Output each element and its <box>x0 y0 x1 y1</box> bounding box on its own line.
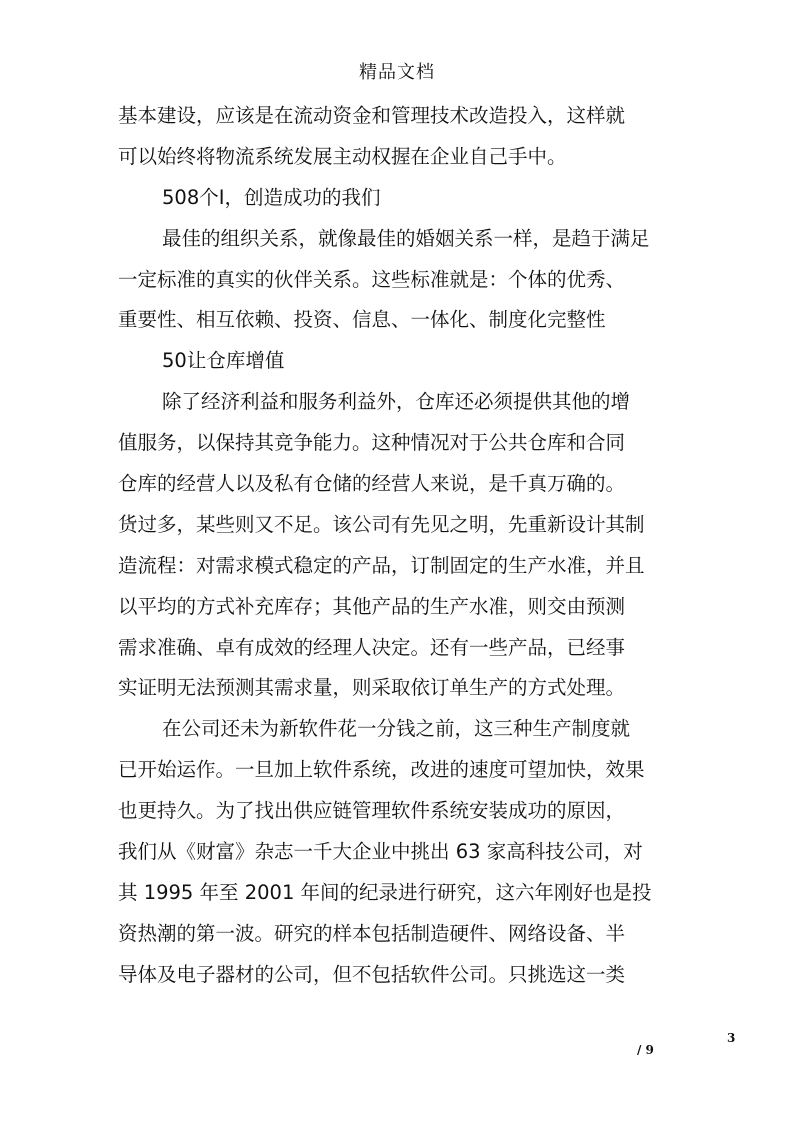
section-heading: 508个I，创造成功的我们 <box>162 185 381 209</box>
text-line: 货过多，某些则又不足。该公司有先见之明，先重新设计其制 <box>118 512 645 536</box>
text-line: 仓库的经营人以及私有仓储的经营人来说，是千真万确的。 <box>118 472 626 496</box>
text-line: 需求准确、卓有成效的经理人决定。还有一些产品，已经事 <box>118 635 626 659</box>
text-line: 值服务，以保持其竞争能力。这种情况对于公共仓库和合同 <box>118 431 626 455</box>
text-line: 其 1995 年至 2001 年间的纪录进行研究，这六年刚好也是投 <box>118 880 652 904</box>
text-line: 除了经济利益和服务利益外，仓库还必须提供其他的增 <box>162 390 631 414</box>
text-line: 在公司还未为新软件花一分钱之前，这三种生产制度就 <box>162 717 631 741</box>
text-line: 最佳的组织关系，就像最佳的婚姻关系一样，是趋于满足 <box>162 226 650 250</box>
page-number: 3 <box>727 1031 736 1045</box>
document-body <box>118 96 678 996</box>
text-line: 重要性、相互依赖、投资、信息、一体化、制度化完整性 <box>118 308 606 332</box>
page-total: / 9 <box>637 1043 654 1057</box>
text-line: 造流程：对需求模式稳定的产品，订制固定的生产水准，并且 <box>118 553 645 577</box>
text-line: 也更持久。为了找出供应链管理软件系统安装成功的原因， <box>118 799 626 823</box>
text-line: 以平均的方式补充库存；其他产品的生产水准，则交由预测 <box>118 594 626 618</box>
text-line: 可以始终将物流系统发展主动权握在企业自己手中。 <box>118 144 567 168</box>
text-line: 实证明无法预测其需求量，则采取依订单生产的方式处理。 <box>118 676 626 700</box>
section-heading: 50让仓库增值 <box>162 349 285 373</box>
text-line: 资热潮的第一波。研究的样本包括制造硬件、网络设备、半 <box>118 921 626 945</box>
text-line: 已开始运作。一旦加上软件系统，改进的速度可望加快，效果 <box>118 758 645 782</box>
text-line: 我们从《财富》杂志一千大企业中挑出 63 家高科技公司，对 <box>118 840 643 864</box>
text-line: 一定标准的真实的伙伴关系。这些标准就是：个体的优秀、 <box>118 267 626 291</box>
text-line: 基本建设，应该是在流动资金和管理技术改造投入，这样就 <box>118 104 626 127</box>
page-header: 精品文档 <box>359 62 435 83</box>
text-line: 导体及电子器材的公司，但不包括软件公司。只挑选这一类 <box>118 962 626 986</box>
